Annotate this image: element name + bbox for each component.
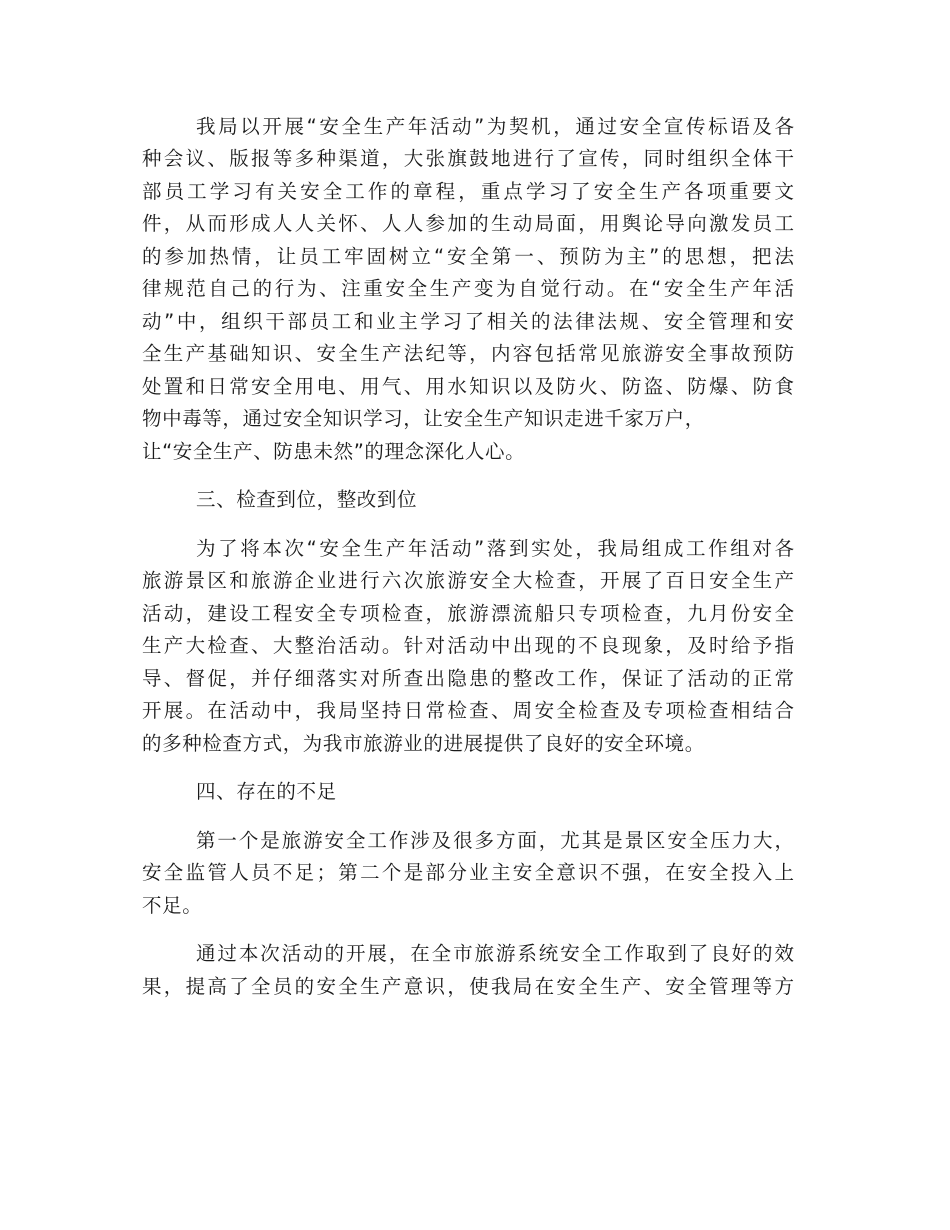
paragraph-4-line-2: 果，提高了全员的安全生产意识，使我局在安全生产、安全管理等方 (142, 975, 794, 998)
paragraph-2-line-6: 开展。在活动中，我局坚持日常检查、周安全检查及专项检查相结合 (142, 699, 794, 722)
paragraph-1-line-11: 让“安全生产、防患未然”的理念深化人心。 (142, 440, 526, 463)
paragraph-3-line-2: 安全监管人员不足；第二个是部分业主安全意识不强，在安全投入上 (142, 861, 794, 884)
paragraph-1-line-1: 我局以开展“安全生产年活动”为契机，通过安全宣传标语及各 (196, 115, 794, 138)
paragraph-4-line-1: 通过本次活动的开展，在全市旅游系统安全工作取到了良好的效 (196, 942, 794, 965)
paragraph-1-line-8: 全生产基础知识、安全生产法纪等，内容包括常见旅游安全事故预防 (142, 342, 794, 365)
paragraph-2-line-3: 活动，建设工程安全专项检查，旅游漂流船只专项检查，九月份安全 (142, 602, 794, 625)
paragraph-2-line-4: 生产大检查、大整治活动。针对活动中出现的不良现象，及时给予指 (142, 634, 794, 657)
paragraph-2-line-1: 为了将本次“安全生产年活动”落到实处，我局组成工作组对各 (196, 537, 794, 560)
paragraph-1-line-7: 动”中，组织干部员工和业主学习了相关的法律法规、安全管理和安 (142, 310, 794, 333)
paragraph-1-line-5: 的参加热情，让员工牢固树立“安全第一、预防为主”的思想，把法 (142, 245, 794, 268)
paragraph-1-line-10: 物中毒等，通过安全知识学习，让安全生产知识走进千家万户， (142, 407, 705, 430)
paragraph-2-line-5: 导、督促，并仔细落实对所查出隐患的整改工作，保证了活动的正常 (142, 667, 794, 690)
paragraph-2-line-7: 的多种检查方式，为我市旅游业的进展提供了良好的安全环境。 (142, 732, 705, 755)
paragraph-3-line-1: 第一个是旅游安全工作涉及很多方面，尤其是景区安全压力大， (196, 829, 794, 852)
paragraph-1-line-2: 种会议、版报等多种渠道，大张旗鼓地进行了宣传，同时组织全体干 (142, 147, 794, 170)
paragraph-2-line-2: 旅游景区和旅游企业进行六次旅游安全大检查，开展了百日安全生产 (142, 569, 794, 592)
paragraph-1-line-6: 律规范自己的行为、注重安全生产变为自觉行动。在“安全生产年活 (142, 277, 794, 300)
paragraph-1-line-9: 处置和日常安全用电、用气、用水知识以及防火、防盗、防爆、防食 (142, 375, 794, 398)
paragraph-1-line-4: 件，从而形成人人关怀、人人参加的生动局面，用舆论导向激发员工 (142, 212, 794, 235)
section-heading-3: 三、检查到位，整改到位 (196, 488, 418, 511)
section-heading-4: 四、存在的不足 (196, 780, 337, 803)
paragraph-3-line-3: 不足。 (142, 894, 203, 917)
paragraph-1-line-3: 部员工学习有关安全工作的章程，重点学习了安全生产各项重要文 (142, 180, 794, 203)
